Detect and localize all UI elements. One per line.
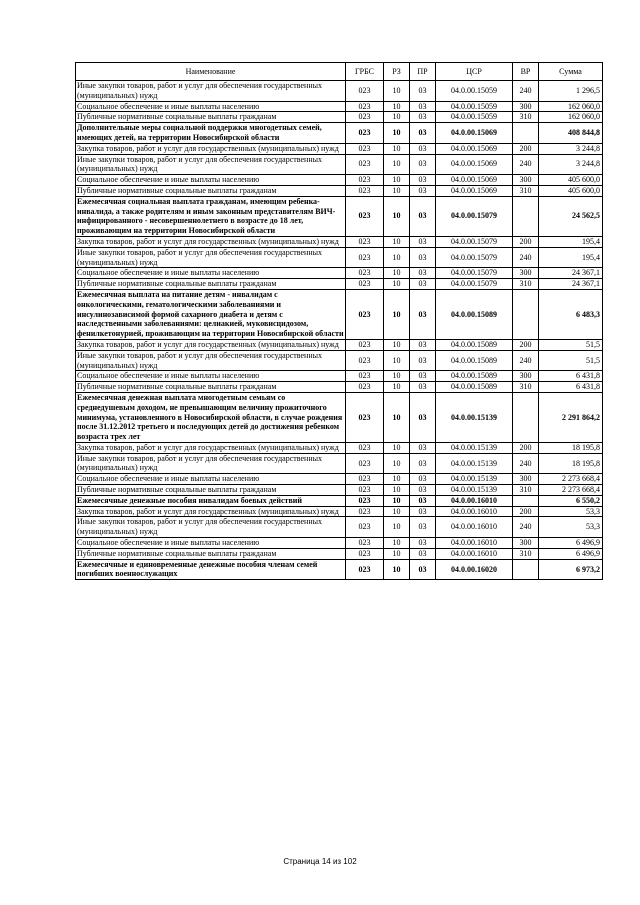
cell-sum: 408 844,8 — [539, 123, 603, 144]
cell-csr: 04.0.00.15059 — [436, 81, 513, 102]
cell-pr: 03 — [410, 506, 436, 517]
cell-vr — [513, 196, 539, 236]
table-row — [76, 559, 603, 580]
cell-vr: 240 — [513, 517, 539, 538]
cell-name: Публичные нормативные социальные выплаты гражданам — [76, 485, 346, 496]
cell-rz: 10 — [384, 143, 410, 154]
table-row — [76, 279, 603, 290]
cell-vr: 240 — [513, 350, 539, 371]
cell-pr: 03 — [410, 548, 436, 559]
cell-pr: 03 — [410, 196, 436, 236]
cell-csr: 04.0.00.15089 — [436, 350, 513, 371]
cell-sum: 24 367,1 — [539, 268, 603, 279]
cell-grbs: 023 — [346, 112, 384, 123]
cell-pr: 03 — [410, 382, 436, 393]
table-row — [76, 506, 603, 517]
table-row — [76, 123, 603, 144]
cell-name: Закупка товаров, работ и услуг для государственных (муниципальных) нужд — [76, 236, 346, 247]
cell-sum: 195,4 — [539, 236, 603, 247]
cell-rz: 10 — [384, 474, 410, 485]
header-rz: РЗ — [384, 63, 410, 81]
cell-vr: 240 — [513, 81, 539, 102]
cell-csr: 04.0.00.15139 — [436, 392, 513, 442]
header-sum: Сумма — [539, 63, 603, 81]
cell-name: Публичные нормативные социальные выплаты гражданам — [76, 548, 346, 559]
cell-pr: 03 — [410, 453, 436, 474]
cell-rz: 10 — [384, 154, 410, 175]
cell-rz: 10 — [384, 538, 410, 549]
cell-name: Закупка товаров, работ и услуг для государственных (муниципальных) нужд — [76, 506, 346, 517]
cell-pr: 03 — [410, 247, 436, 268]
cell-pr: 03 — [410, 268, 436, 279]
cell-name: Социальное обеспечение и иные выплаты населению — [76, 175, 346, 186]
cell-name: Социальное обеспечение и иные выплаты населению — [76, 538, 346, 549]
cell-sum: 2 273 668,4 — [539, 485, 603, 496]
cell-vr: 310 — [513, 279, 539, 290]
cell-csr: 04.0.00.15079 — [436, 268, 513, 279]
table-row — [76, 175, 603, 186]
cell-name: Иные закупки товаров, работ и услуг для обеспечения государственных (муниципальных) нужд — [76, 247, 346, 268]
cell-csr: 04.0.00.15079 — [436, 236, 513, 247]
cell-rz: 10 — [384, 247, 410, 268]
cell-grbs: 023 — [346, 247, 384, 268]
cell-pr: 03 — [410, 442, 436, 453]
table-row — [76, 517, 603, 538]
cell-sum: 51,5 — [539, 350, 603, 371]
cell-csr: 04.0.00.15089 — [436, 371, 513, 382]
cell-name: Ежемесячная социальная выплата гражданам, имеющим ребенка-инвалида, а также родителям и иным законным представителям ВИЧ-инфицированного - несовершеннолетнего в возрасте до 18 лет, проживающим на территории Новосибирской области — [76, 196, 346, 236]
cell-sum: 18 195,8 — [539, 442, 603, 453]
cell-grbs: 023 — [346, 154, 384, 175]
cell-rz: 10 — [384, 81, 410, 102]
cell-name: Закупка товаров, работ и услуг для государственных (муниципальных) нужд — [76, 143, 346, 154]
cell-rz: 10 — [384, 236, 410, 247]
table-row — [76, 339, 603, 350]
cell-csr: 04.0.00.16010 — [436, 548, 513, 559]
cell-vr: 200 — [513, 143, 539, 154]
cell-vr: 200 — [513, 506, 539, 517]
cell-grbs: 023 — [346, 392, 384, 442]
cell-vr: 300 — [513, 474, 539, 485]
cell-grbs: 023 — [346, 506, 384, 517]
cell-name: Социальное обеспечение и иные выплаты населению — [76, 371, 346, 382]
cell-rz: 10 — [384, 485, 410, 496]
cell-rz: 10 — [384, 112, 410, 123]
cell-csr: 04.0.00.15069 — [436, 143, 513, 154]
cell-name: Закупка товаров, работ и услуг для государственных (муниципальных) нужд — [76, 339, 346, 350]
cell-pr: 03 — [410, 485, 436, 496]
cell-pr: 03 — [410, 289, 436, 339]
cell-rz: 10 — [384, 185, 410, 196]
cell-csr: 04.0.00.15079 — [436, 196, 513, 236]
cell-rz: 10 — [384, 350, 410, 371]
cell-sum: 2 273 668,4 — [539, 474, 603, 485]
cell-name: Публичные нормативные социальные выплаты гражданам — [76, 382, 346, 393]
table-row — [76, 112, 603, 123]
cell-vr: 240 — [513, 453, 539, 474]
cell-pr: 03 — [410, 81, 436, 102]
cell-sum: 3 244,8 — [539, 154, 603, 175]
cell-vr: 310 — [513, 485, 539, 496]
cell-csr: 04.0.00.15069 — [436, 175, 513, 186]
cell-sum: 162 060,0 — [539, 112, 603, 123]
cell-csr: 04.0.00.16010 — [436, 495, 513, 506]
cell-vr: 310 — [513, 112, 539, 123]
cell-pr: 03 — [410, 101, 436, 112]
cell-csr: 04.0.00.15139 — [436, 442, 513, 453]
cell-csr: 04.0.00.15069 — [436, 123, 513, 144]
table-row — [76, 548, 603, 559]
cell-csr: 04.0.00.15139 — [436, 474, 513, 485]
cell-sum: 18 195,8 — [539, 453, 603, 474]
cell-rz: 10 — [384, 123, 410, 144]
cell-grbs: 023 — [346, 175, 384, 186]
cell-name: Иные закупки товаров, работ и услуг для обеспечения государственных (муниципальных) нужд — [76, 154, 346, 175]
cell-vr — [513, 559, 539, 580]
cell-pr: 03 — [410, 279, 436, 290]
cell-vr — [513, 495, 539, 506]
cell-rz: 10 — [384, 392, 410, 442]
cell-name: Социальное обеспечение и иные выплаты населению — [76, 101, 346, 112]
cell-name: Дополнительные меры социальной поддержки многодетных семей, имеющих детей, на территории Новосибирской области — [76, 123, 346, 144]
cell-grbs: 023 — [346, 101, 384, 112]
cell-vr: 310 — [513, 548, 539, 559]
cell-csr: 04.0.00.15079 — [436, 247, 513, 268]
table-row — [76, 143, 603, 154]
cell-pr: 03 — [410, 123, 436, 144]
cell-name: Ежемесячные денежные пособия инвалидам боевых действий — [76, 495, 346, 506]
table-row — [76, 154, 603, 175]
cell-rz: 10 — [384, 517, 410, 538]
cell-grbs: 023 — [346, 279, 384, 290]
cell-pr: 03 — [410, 350, 436, 371]
cell-vr — [513, 289, 539, 339]
cell-vr: 200 — [513, 339, 539, 350]
cell-rz: 10 — [384, 101, 410, 112]
cell-grbs: 023 — [346, 289, 384, 339]
cell-sum: 405 600,0 — [539, 175, 603, 186]
cell-grbs: 023 — [346, 350, 384, 371]
cell-vr: 300 — [513, 371, 539, 382]
cell-grbs: 023 — [346, 371, 384, 382]
cell-rz: 10 — [384, 196, 410, 236]
cell-sum: 53,3 — [539, 517, 603, 538]
cell-name: Ежемесячные и единовременные денежные пособия членам семей погибших военнослужащих — [76, 559, 346, 580]
table-row — [76, 350, 603, 371]
cell-sum: 24 367,1 — [539, 279, 603, 290]
cell-name: Иные закупки товаров, работ и услуг для обеспечения государственных (муниципальных) нужд — [76, 350, 346, 371]
cell-pr: 03 — [410, 185, 436, 196]
cell-csr: 04.0.00.16020 — [436, 559, 513, 580]
cell-grbs: 023 — [346, 196, 384, 236]
cell-sum: 6 496,9 — [539, 548, 603, 559]
cell-vr: 300 — [513, 538, 539, 549]
cell-vr: 310 — [513, 382, 539, 393]
cell-grbs: 023 — [346, 382, 384, 393]
cell-pr: 03 — [410, 175, 436, 186]
cell-rz: 10 — [384, 279, 410, 290]
cell-csr: 04.0.00.15079 — [436, 279, 513, 290]
cell-grbs: 023 — [346, 442, 384, 453]
cell-csr: 04.0.00.16010 — [436, 517, 513, 538]
table-row — [76, 101, 603, 112]
cell-grbs: 023 — [346, 495, 384, 506]
cell-pr: 03 — [410, 112, 436, 123]
cell-csr: 04.0.00.15089 — [436, 339, 513, 350]
cell-rz: 10 — [384, 442, 410, 453]
cell-vr: 300 — [513, 175, 539, 186]
cell-sum: 195,4 — [539, 247, 603, 268]
cell-rz: 10 — [384, 339, 410, 350]
cell-sum: 6 431,8 — [539, 371, 603, 382]
cell-vr: 200 — [513, 442, 539, 453]
cell-sum: 162 060,0 — [539, 101, 603, 112]
cell-vr: 240 — [513, 154, 539, 175]
cell-sum: 6 973,2 — [539, 559, 603, 580]
table-row — [76, 382, 603, 393]
cell-csr: 04.0.00.15069 — [436, 154, 513, 175]
table-header-row — [76, 63, 603, 81]
cell-csr: 04.0.00.15139 — [436, 453, 513, 474]
table-row — [76, 392, 603, 442]
header-pr: ПР — [410, 63, 436, 81]
budget-table — [75, 62, 603, 580]
cell-sum: 2 291 864,2 — [539, 392, 603, 442]
table-row — [76, 268, 603, 279]
cell-rz: 10 — [384, 175, 410, 186]
cell-csr: 04.0.00.15069 — [436, 185, 513, 196]
cell-grbs: 023 — [346, 123, 384, 144]
cell-rz: 10 — [384, 289, 410, 339]
cell-name: Ежемесячная выплата на питание детям - инвалидам с онкологическими, гематологическими заболеваниями и инсулинозависимой формой сахарного диабета и детям с наследственными заболеваниями: целиакией, муковисцидозом, фенилкетонурией, проживающим на территории Новосибирской области — [77, 289, 344, 339]
cell-pr: 03 — [410, 538, 436, 549]
cell-name: Иные закупки товаров, работ и услуг для обеспечения государственных (муниципальных) нужд — [76, 453, 346, 474]
cell-vr — [513, 123, 539, 144]
cell-pr: 03 — [410, 236, 436, 247]
cell-grbs: 023 — [346, 143, 384, 154]
cell-sum: 405 600,0 — [539, 185, 603, 196]
table-row — [76, 196, 603, 236]
table-row — [76, 453, 603, 474]
cell-rz: 10 — [384, 548, 410, 559]
cell-name: Иные закупки товаров, работ и услуг для обеспечения государственных (муниципальных) нужд — [76, 517, 346, 538]
cell-grbs: 023 — [346, 339, 384, 350]
cell-sum: 24 562,5 — [539, 196, 603, 236]
cell-rz: 10 — [384, 382, 410, 393]
table-row — [76, 247, 603, 268]
cell-rz: 10 — [384, 559, 410, 580]
table-row — [76, 538, 603, 549]
table-row — [76, 485, 603, 496]
cell-rz: 10 — [384, 268, 410, 279]
cell-pr: 03 — [410, 517, 436, 538]
cell-sum: 3 244,8 — [539, 143, 603, 154]
cell-sum: 53,3 — [539, 506, 603, 517]
table-row — [76, 371, 603, 382]
cell-rz: 10 — [384, 453, 410, 474]
cell-sum: 6 483,3 — [539, 289, 603, 339]
cell-vr — [513, 392, 539, 442]
table-row — [76, 442, 603, 453]
cell-grbs: 023 — [346, 548, 384, 559]
cell-grbs: 023 — [346, 236, 384, 247]
cell-sum: 6 550,2 — [539, 495, 603, 506]
table-body — [76, 81, 603, 580]
cell-name: Закупка товаров, работ и услуг для государственных (муниципальных) нужд — [76, 442, 346, 453]
cell-name: Ежемесячная денежная выплата многодетным семьям со среднедушевым доходом, не превышающим величину прожиточного минимума, установленного в Новосибирской области, в случае рождения после 31.12.2012 третьего и последующих детей до достижения ребенком возраста трех лет — [76, 392, 346, 442]
cell-vr: 200 — [513, 236, 539, 247]
cell-grbs: 023 — [346, 81, 384, 102]
cell-name: Публичные нормативные социальные выплаты гражданам — [76, 185, 346, 196]
cell-csr: 04.0.00.16010 — [436, 538, 513, 549]
cell-grbs: 023 — [346, 559, 384, 580]
cell-csr: 04.0.00.15089 — [436, 382, 513, 393]
header-name: Наименование — [76, 63, 346, 81]
cell-vr: 240 — [513, 247, 539, 268]
cell-name: Публичные нормативные социальные выплаты гражданам — [76, 279, 346, 290]
cell-grbs: 023 — [346, 268, 384, 279]
cell-sum: 1 296,5 — [539, 81, 603, 102]
cell-name: Социальное обеспечение и иные выплаты населению — [76, 268, 346, 279]
table-row — [76, 236, 603, 247]
table-row — [76, 474, 603, 485]
cell-grbs: 023 — [346, 185, 384, 196]
table-row — [76, 185, 603, 196]
cell-sum: 6 431,8 — [539, 382, 603, 393]
cell-rz: 10 — [384, 371, 410, 382]
table-row — [76, 289, 603, 339]
cell-csr: 04.0.00.16010 — [436, 506, 513, 517]
cell-pr: 03 — [410, 474, 436, 485]
cell-rz: 10 — [384, 506, 410, 517]
cell-rz: 10 — [384, 495, 410, 506]
cell-grbs: 023 — [346, 474, 384, 485]
cell-pr: 03 — [410, 371, 436, 382]
cell-pr: 03 — [410, 495, 436, 506]
cell-sum: 51,5 — [539, 339, 603, 350]
cell-pr: 03 — [410, 392, 436, 442]
cell-csr: 04.0.00.15059 — [436, 101, 513, 112]
header-grbs: ГРБС — [346, 63, 384, 81]
cell-vr: 300 — [513, 268, 539, 279]
cell-grbs: 023 — [346, 517, 384, 538]
cell-name: Социальное обеспечение и иные выплаты населению — [76, 474, 346, 485]
cell-sum: 6 496,9 — [539, 538, 603, 549]
table-row — [76, 495, 603, 506]
cell-vr: 310 — [513, 185, 539, 196]
cell-pr: 03 — [410, 339, 436, 350]
cell-pr: 03 — [410, 559, 436, 580]
cell-grbs: 023 — [346, 485, 384, 496]
header-csr: ЦСР — [436, 63, 513, 81]
cell-vr: 300 — [513, 101, 539, 112]
header-vr: ВР — [513, 63, 539, 81]
table-row — [76, 81, 603, 102]
cell-name: Публичные нормативные социальные выплаты гражданам — [76, 112, 346, 123]
cell-pr: 03 — [410, 143, 436, 154]
cell-pr: 03 — [410, 154, 436, 175]
cell-csr: 04.0.00.15139 — [436, 485, 513, 496]
cell-csr: 04.0.00.15059 — [436, 112, 513, 123]
cell-name: Иные закупки товаров, работ и услуг для обеспечения государственных (муниципальных) нужд — [76, 81, 346, 102]
cell-csr: 04.0.00.15089 — [436, 289, 513, 339]
page-number: Страница 14 из 102 — [283, 857, 357, 866]
cell-grbs: 023 — [346, 453, 384, 474]
cell-grbs: 023 — [346, 538, 384, 549]
